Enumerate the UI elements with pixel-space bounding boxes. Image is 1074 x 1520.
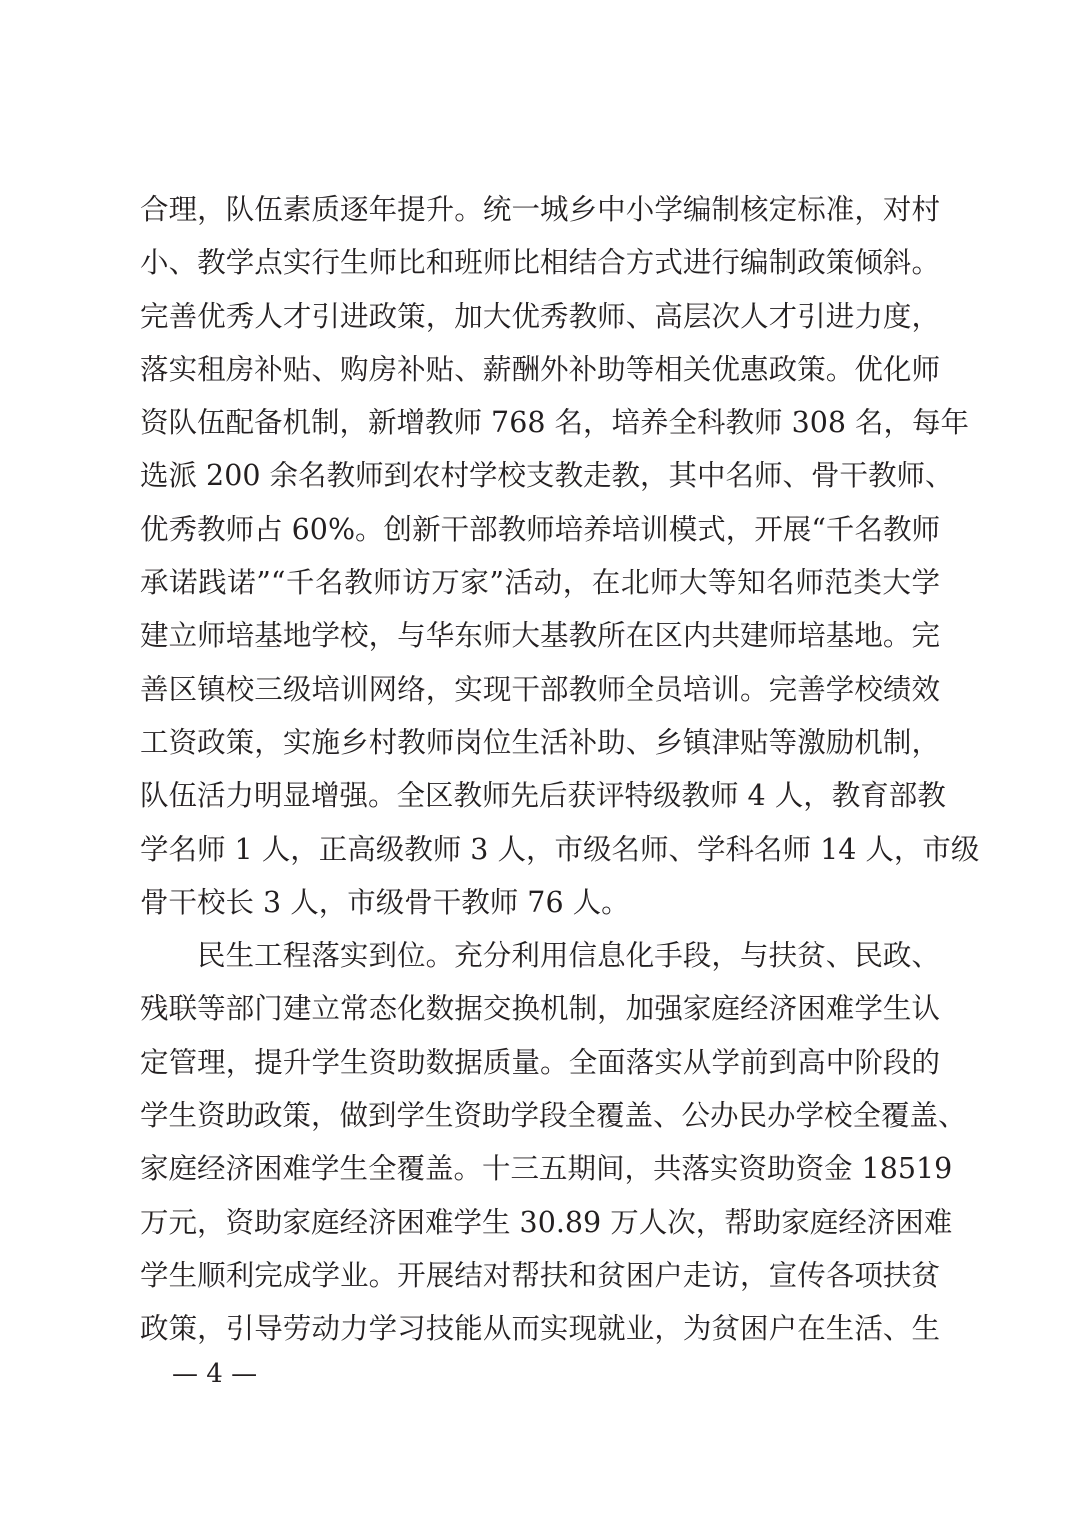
text-line: 学名师 1 人，正高级教师 3 人，市级名师、学科名师 14 人，市级 xyxy=(140,832,980,866)
text-line: 承诺践诺”“千名教师访万家”活动，在北师大等知名师范类大学 xyxy=(140,566,940,600)
body-text xyxy=(140,183,980,1356)
text-line: 队伍活力明显增强。全区教师先后获评特级教师 4 人，教育部教 xyxy=(140,779,946,813)
text-line: 落实租房补贴、购房补贴、薪酬外补助等相关优惠政策。优化师 xyxy=(140,352,940,386)
text-line: 民生工程落实到位。充分利用信息化手段，与扶贫、民政、 xyxy=(197,939,940,973)
text-line: 万元，资助家庭经济困难学生 30.89 万人次，帮助家庭经济困难 xyxy=(140,1205,953,1239)
paragraph-teachers xyxy=(140,183,980,929)
text-line: 家庭经济困难学生全覆盖。十三五期间，共落实资助资金 18519 xyxy=(140,1152,953,1186)
text-line: 善区镇校三级培训网络，实现干部教师全员培训。完善学校绩效 xyxy=(140,672,940,706)
text-line: 学生资助政策，做到学生资助学段全覆盖、公办民办学校全覆盖、 xyxy=(140,1099,967,1133)
page-number: — 4 — xyxy=(172,1359,258,1389)
text-line: 优秀教师占 60%。创新干部教师培养培训模式，开展“千名教师 xyxy=(140,512,940,546)
text-line: 选派 200 余名教师到农村学校支教走教，其中名师、骨干教师、 xyxy=(140,459,954,493)
text-line: 残联等部门建立常态化数据交换机制，加强家庭经济困难学生认 xyxy=(140,992,940,1026)
text-line: 学生顺利完成学业。开展结对帮扶和贫困户走访，宣传各项扶贫 xyxy=(140,1258,940,1292)
text-line: 工资政策，实施乡村教师岗位生活补助、乡镇津贴等激励机制， xyxy=(140,725,940,759)
text-line: 政策，引导劳动力学习技能从而实现就业，为贫困户在生活、生 xyxy=(140,1312,940,1346)
text-line: 定管理，提升学生资助数据质量。全面落实从学前到高中阶段的 xyxy=(140,1045,940,1079)
text-line: 骨干校长 3 人，市级骨干教师 76 人。 xyxy=(140,885,630,919)
text-line: 完善优秀人才引进政策，加大优秀教师、高层次人才引进力度， xyxy=(140,299,940,333)
text-line: 资队伍配备机制，新增教师 768 名，培养全科教师 308 名，每年 xyxy=(140,406,970,440)
text-line: 小、教学点实行生师比和班师比相结合方式进行编制政策倾斜。 xyxy=(140,246,940,280)
text-line: 合理，队伍素质逐年提升。统一城乡中小学编制核定标准，对村 xyxy=(140,193,940,226)
text-line: 建立师培基地学校，与华东师大基教所在区内共建师培基地。完 xyxy=(140,619,940,653)
paragraph-livelihood xyxy=(140,929,967,1355)
